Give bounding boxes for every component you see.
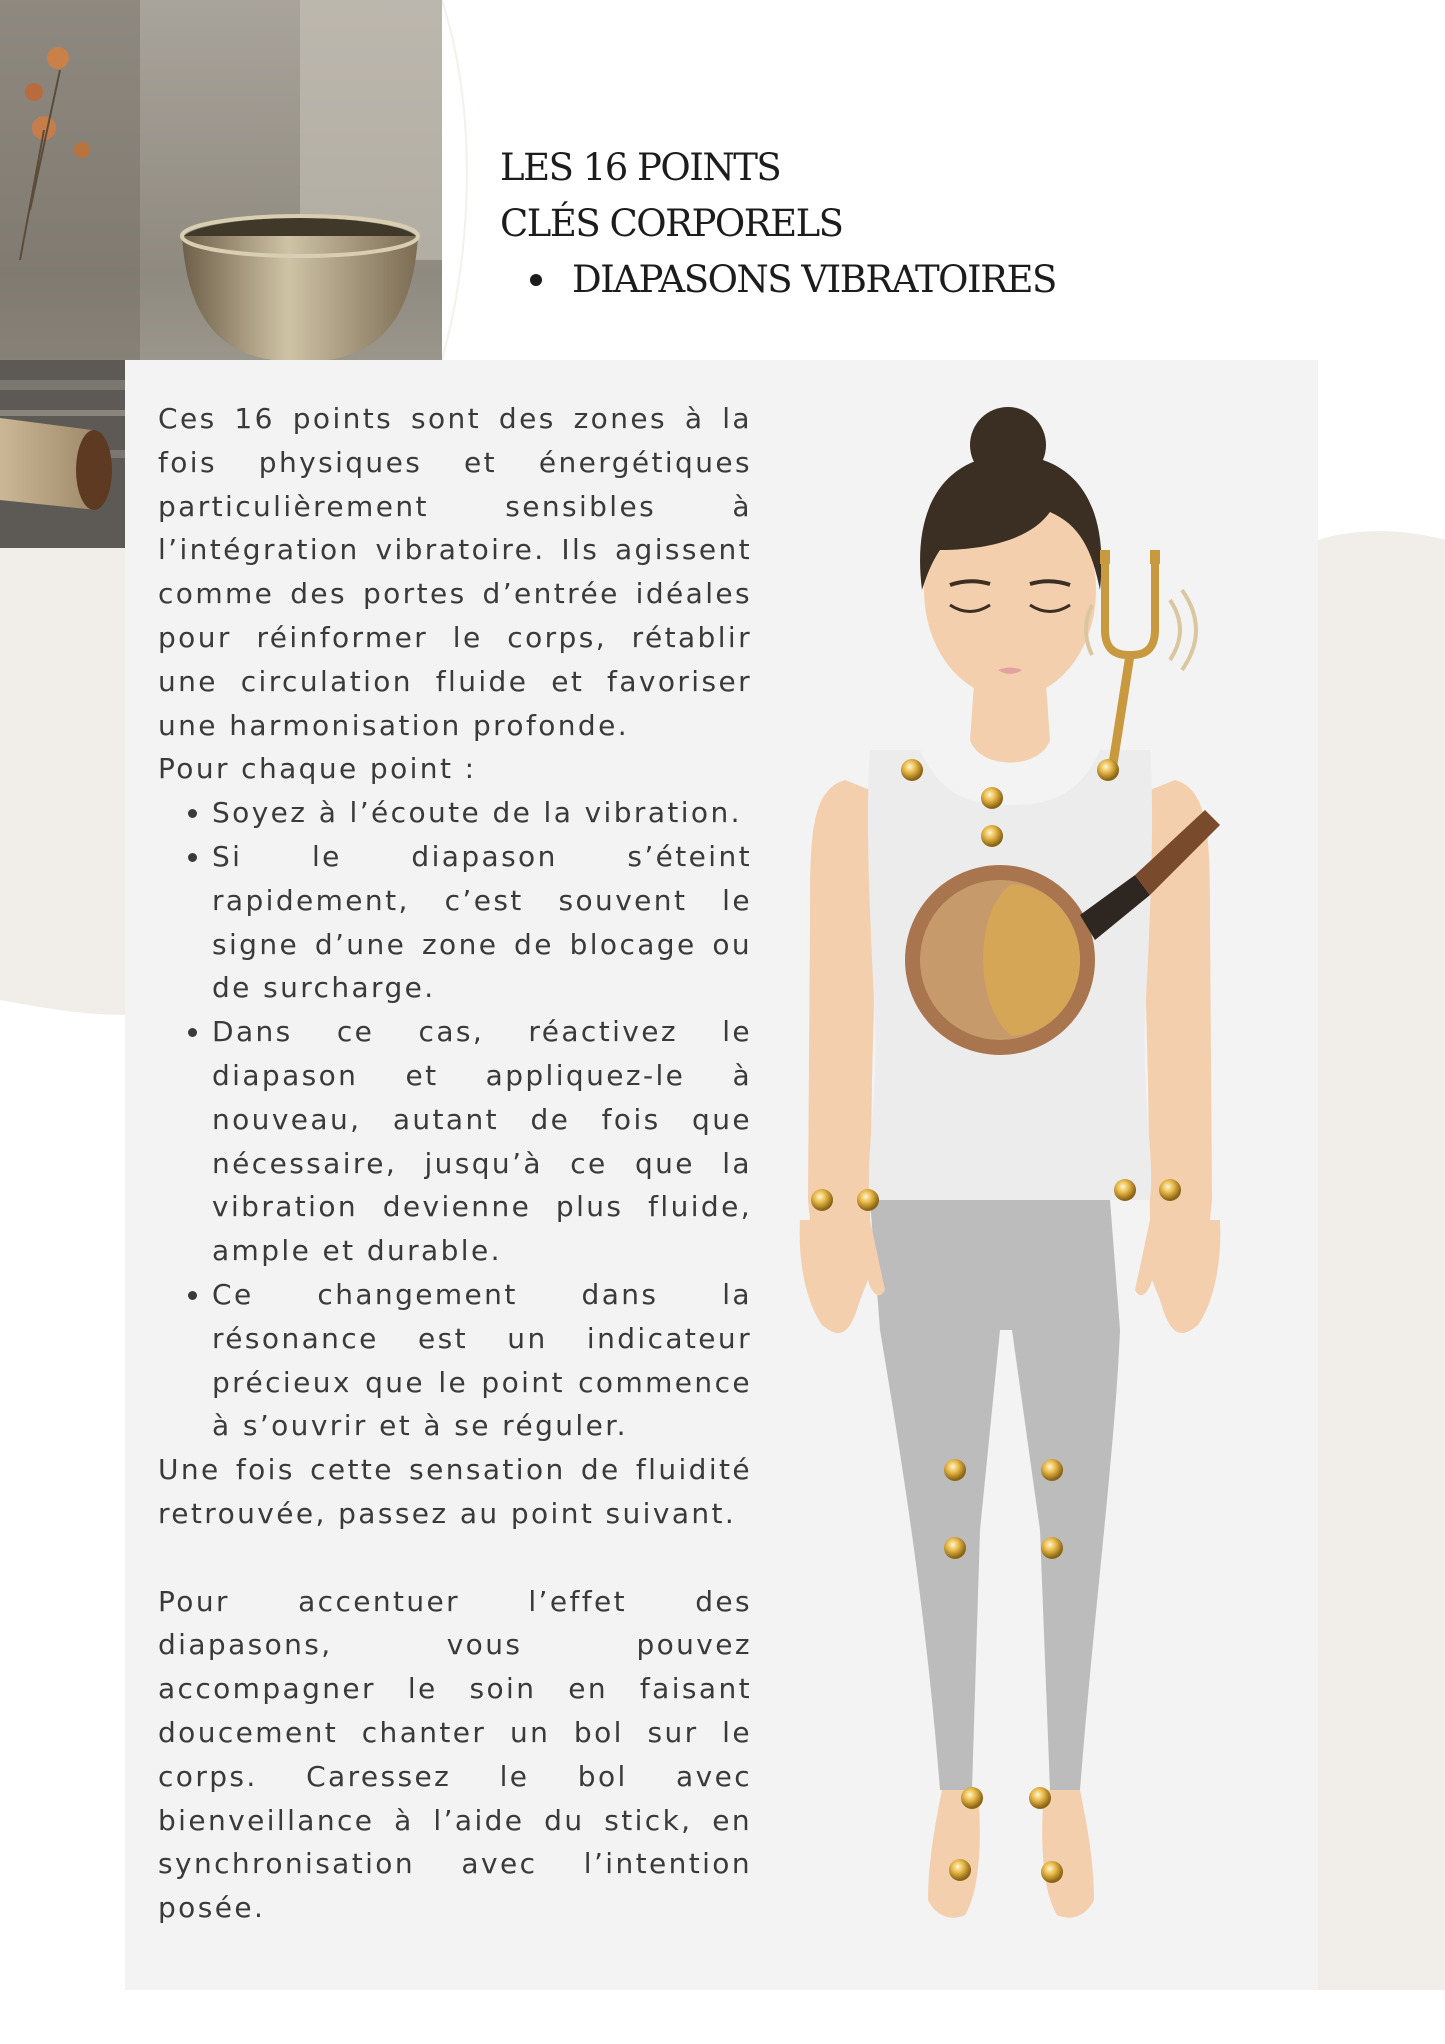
left-foot [928,1790,980,1918]
title-line-2: CLÉS CORPORELS [500,202,843,245]
tuning-fork-icon [1086,550,1196,770]
body-points-illustration [750,400,1270,1940]
point [1041,1861,1063,1883]
legs [870,1200,1120,1790]
point [857,1189,879,1211]
point [1114,1179,1136,1201]
point [1041,1537,1063,1559]
steps-list [158,791,752,1448]
left-hand [800,1220,885,1333]
intro-paragraph: Ces 16 points sont des zones à la fois physiques et énergétiques particulièrement sensibles à l’intégration vibratoire. Ils agissent comme des portes d’entrée idéales pour réinformer le corps, rétablir une circulation fluide et favoriser une harmonisation profonde. [158,402,752,742]
body-text [158,397,752,1930]
title-bullet-label: DIAPASONS VIBRATOIRES [572,258,1056,301]
list-item: • Si le diapason s’éteint rapidement, c’est souvent le signe d’une zone de blocage ou de surcharge. [212,835,752,1010]
bullet-dot-icon [530,274,542,286]
point [1097,759,1119,781]
point [1159,1179,1181,1201]
point [949,1859,971,1881]
title-bullet [500,252,1056,308]
right-foot [1042,1790,1094,1918]
point [944,1537,966,1559]
page-title [500,140,1056,308]
point [981,787,1003,809]
point [981,825,1003,847]
point [1029,1787,1051,1809]
right-hand [1135,1220,1220,1333]
point [1041,1459,1063,1481]
point [811,1189,833,1211]
left-arm [808,780,876,1220]
point [961,1787,983,1809]
hair-bun [970,407,1046,483]
list-item: • Ce changement dans la résonance est un indicateur précieux que le point commence à s’ouvrir et à se réguler. [212,1273,752,1448]
list-item: • Soyez à l’écoute de la vibration. [212,791,752,835]
point [901,759,923,781]
for-each-label: Pour chaque point : [158,752,477,786]
after-paragraph: Une fois cette sensation de fluidité retrouvée, passez au point suivant. [158,1453,752,1530]
point [944,1459,966,1481]
list-item: • Dans ce cas, réactivez le diapason et appliquez-le à nouveau, autant de fois que nécessaire, jusqu’à ce que la vibration devienne plus fluide, ample et durable. [212,1010,752,1273]
title-line-1: LES 16 POINTS [500,146,781,189]
closing-paragraph: Pour accentuer l’effet des diapasons, vous pouvez accompagner le soin en faisant doucement chanter un bol sur le corps. Caressez le bol avec bienveillance à l’aide du stick, en synchronisation avec l’intention posée. [158,1584,752,1925]
